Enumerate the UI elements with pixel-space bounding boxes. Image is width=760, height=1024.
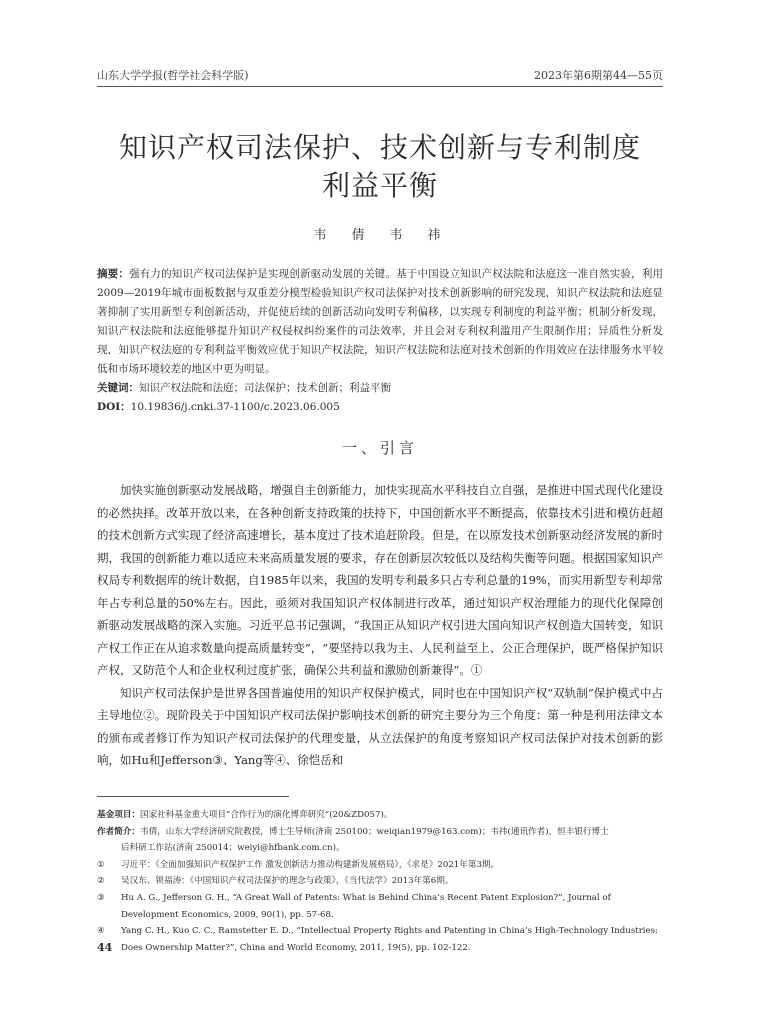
footnote-rule — [97, 796, 289, 797]
footnote-mark: ① — [97, 859, 105, 870]
title-line-1: 知识产权司法保护、技术创新与专利制度 — [118, 131, 641, 164]
footnotes — [97, 807, 663, 956]
author-text: 韦倩，山东大学经济研究院教授，博士生导师(济南 250100；weiqian1979@163.com)；韦祎(通讯作者)，恒丰银行博士 — [139, 826, 609, 837]
author-note — [97, 824, 663, 841]
running-head — [97, 67, 663, 83]
keywords-text: 知识产权法院和法庭；司法保护；技术创新；利益平衡 — [139, 382, 391, 394]
footnote-item — [97, 857, 663, 874]
footnote-mark: ③ — [97, 892, 105, 903]
header-rule — [97, 86, 663, 87]
section-heading: 一、引言 — [341, 439, 418, 457]
abstract-text: 强有力的知识产权司法保护是实现创新驱动发展的关键。基于中国设立知识产权法院和法庭这一准自然实验，利用2009—2019年城市面板数据与双重差分模型检验知识产权司法保护对技术创新影响的研究发现，知识产权法院和法庭显著抑制了实用新型专利创新活动，并促使后续的创新活动向发明专利偏移，以实现专利制度的利益平衡；机制分析发现，知识产权法院和法庭能够提升知识产权侵权纠纷案件的司法效率，并且会对专利权利滥用产生限制作用；异质性分析发现，知识产权法庭的专利利益平衡效应优于知识产权法院，知识产权法院和法庭对技术创新的作用效应在法律服务水平较低和市场环境较差的地区中更为明显。 — [97, 268, 664, 375]
doi — [97, 398, 663, 417]
footnote-mark: ② — [97, 876, 105, 887]
article-title — [80, 129, 680, 205]
fund-text: 国家社科基金重大项目“合作行为的演化博弈研究”(20&ZD057)。 — [139, 810, 393, 820]
journal-name: 山东大学学报(哲学社会科学版) — [97, 69, 249, 82]
footnote-item — [97, 890, 663, 923]
abstract — [97, 265, 663, 379]
author-label: 作者简介： — [97, 826, 140, 837]
body-paragraph-2: 知识产权司法保护是世界各国普遍使用的知识产权保护模式，同时也在中国知识产权“双轨制”保护模式中占主导地位②。现阶段关于中国知识产权司法保护影响技术创新的研究主要分为三个角度：第一种是利用法律文本的颁布或者修订作为知识产权司法保护的代理变量，从立法保护的角度考察知识产权司法保护对技术创新的影响，如Hu和Jefferson③、Yang等④、徐恺岳和 — [97, 685, 663, 767]
footnote-item — [97, 873, 663, 890]
footnote-text: Yang C. H., Kuo C. C., Ramstetter E. D., “Intellectual Property Rights and Patenting in China’s High-Technology Industries: Does Ownership Matter?”, China and World Economy, 2011, 19(5), pp. 102-122. — [121, 926, 658, 953]
fund-note — [97, 807, 663, 824]
footnote-item — [97, 923, 663, 956]
author-note-cont: 后科研工作站(济南 250014；weiyi@hfbank.com.cn)。 — [121, 843, 345, 854]
abstract-label: 摘要： — [97, 268, 130, 280]
footnote-text: 吴汉东、锁福涛：《中国知识产权司法保护的理念与政策》，《当代法学》2013年第6期。 — [121, 876, 454, 887]
page-number: 44 — [97, 941, 113, 954]
footnote-text: Hu A. G., Jefferson G. H., “A Great Wall of Patents: What is Behind China’s Recent Patent Explosion?”, Journal of Development Economics, 2009, 90(1), pp. 57-68. — [121, 892, 611, 920]
body-text — [97, 479, 663, 772]
title-line-2: 利益平衡 — [321, 169, 438, 202]
keywords-label: 关键词： — [97, 382, 139, 394]
doi-label: DOI： — [97, 401, 131, 413]
issue-info: 2023年第6期第44—55页 — [534, 69, 663, 82]
fund-label: 基金项目： — [97, 810, 140, 820]
footnote-text: 习近平：《全面加强知识产权保护工作 激发创新活力推动构建新发展格局》，《求是》2021年第3期。 — [121, 859, 500, 870]
footnote-mark: ④ — [97, 926, 105, 937]
keywords — [97, 379, 663, 398]
body-paragraph-1: 加快实施创新驱动发展战略，增强自主创新能力，加快实现高水平科技自立自强，是推进中国式现代化建设的必然抉择。改革开放以来，在各种创新支持政策的扶持下，中国创新水平不断提高，依靠技术引进和模仿赶超的技术创新方式实现了经济高速增长，基本度过了技术追赶阶段。但是，在以原发技术创新驱动经济发展的新时期，我国的创新能力难以适应未来高质量发展的要求，存在创新层次较低以及结构失衡等问题。根据国家知识产权局专利数据库的统计数据，自1985年以来，我国的发明专利最多只占专利总量的19%，而实用新型专利却常年占专利总量的50%左右。因此，亟须对我国知识产权体制进行改革，通过知识产权治理能力的现代化保障创新驱动发展战略的深入实施。习近平总书记强调，“我国正从知识产权引进大国向知识产权创造大国转变，知识产权工作正在从追求数量向提高质量转变”，“要坚持以我为主、人民利益至上、公正合理保护，既严格保护知识产权，又防范个人和企业权利过度扩张，确保公共利益和激励创新兼得”。① — [97, 483, 663, 677]
author-line: 韦 倩 韦 祎 — [313, 228, 447, 243]
doi-text: 10.19836/j.cnki.37-1100/c.2023.06.005 — [130, 401, 340, 413]
